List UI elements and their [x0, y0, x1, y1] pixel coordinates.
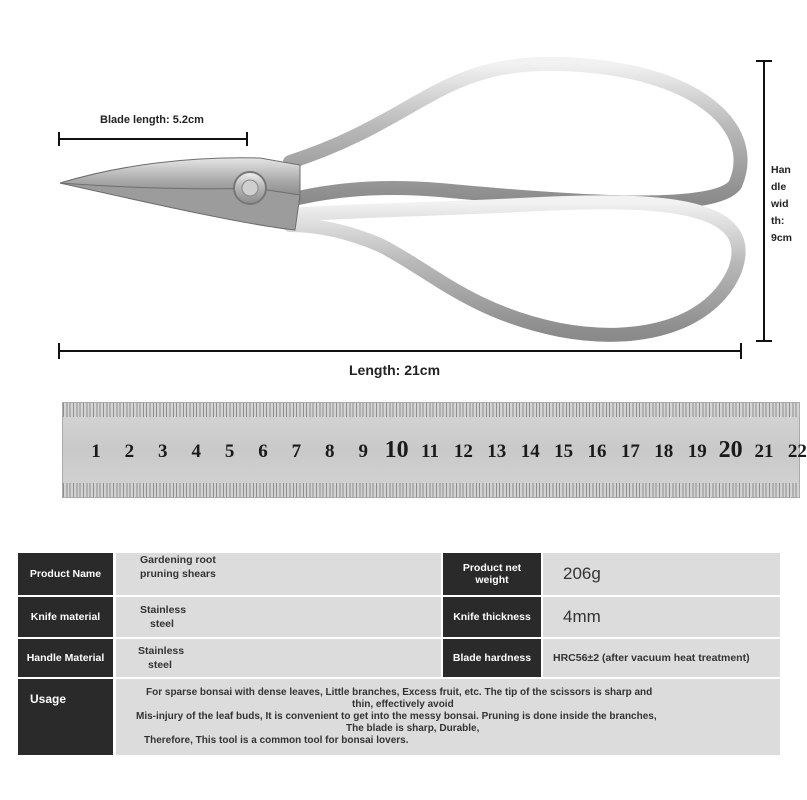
net-weight-value: 206g — [543, 553, 780, 595]
knife-material-label: Knife material — [18, 597, 113, 637]
handle-width-cap-bottom — [756, 340, 772, 342]
product-name-label: Product Name — [18, 553, 113, 595]
handle-width-line-4: th: — [771, 215, 785, 227]
blade-hardness-value: HRC56±2 (after vacuum heat treatment) — [543, 639, 780, 677]
length-cap-left — [58, 343, 60, 359]
ruler-number-2: 2 — [124, 441, 135, 462]
knife-thickness-value: 4mm — [543, 597, 780, 637]
handle-width-label — [771, 162, 792, 247]
handle-width-line-5: 9cm — [771, 232, 793, 244]
usage-label: Usage — [18, 679, 113, 755]
handle-material-value-line-2: steel — [148, 659, 172, 671]
knife-thickness-label: Knife thickness — [443, 597, 541, 637]
length-cap-right — [740, 343, 742, 359]
length-label: Length: 21cm — [349, 362, 441, 378]
ruler-number-11: 11 — [421, 441, 439, 462]
ruler-number-3: 3 — [158, 441, 168, 462]
handle-width-line-2: dle — [771, 181, 787, 193]
ruler — [62, 402, 807, 498]
product-name-value — [116, 553, 441, 595]
handle-width-line — [763, 60, 765, 342]
ruler-number-13: 13 — [487, 441, 507, 462]
ruler-number-12: 12 — [453, 441, 473, 462]
handle-width-line-1: Han — [771, 164, 791, 176]
ruler-number-22: 22 — [787, 441, 807, 462]
product-name-value-line-2: pruning shears — [140, 568, 216, 580]
ruler-number-14: 14 — [520, 441, 540, 462]
usage-value — [116, 679, 780, 755]
usage-line-3: Mis-injury of the leaf buds, It is convenient to get into the messy bonsai. Pruning is done inside the branches, — [136, 711, 657, 722]
usage-line-5: Therefore, This tool is a common tool for bonsai lovers. — [144, 735, 409, 746]
usage-line-1: For sparse bonsai with dense leaves, Little branches, Excess fruit, etc. The tip of the scissors is sharp and — [146, 687, 653, 698]
ruler-number-20: 20 — [718, 437, 743, 463]
ruler-number-4: 4 — [191, 441, 201, 462]
blade-length-label: Blade length: 5.2cm — [100, 114, 204, 126]
ruler-ticks-bottom — [63, 483, 799, 497]
handle-material-value — [116, 639, 441, 677]
knife-material-value-line-2: steel — [150, 618, 174, 630]
net-weight-label: Product net weight — [443, 553, 541, 595]
pruning-shears-image — [0, 0, 800, 400]
usage-line-2: thin, effectively avoid — [352, 699, 454, 710]
ruler-number-21: 21 — [754, 441, 774, 462]
ruler-ticks-top — [63, 403, 799, 417]
ruler-number-17: 17 — [620, 441, 640, 462]
ruler-number-7: 7 — [291, 441, 302, 462]
product-name-value-line-1: Gardening root — [140, 554, 216, 566]
ruler-number-8: 8 — [325, 441, 335, 462]
ruler-number-15: 15 — [554, 441, 574, 462]
ruler-number-10: 10 — [384, 437, 409, 463]
ruler-number-1: 1 — [91, 441, 101, 462]
usage-line-4: The blade is sharp, Durable, — [346, 723, 480, 734]
length-line — [58, 350, 742, 352]
handle-width-line-3: wid — [771, 198, 789, 210]
knife-material-value — [116, 597, 441, 637]
ruler-number-18: 18 — [654, 441, 674, 462]
knife-material-value-line-1: Stainless — [140, 604, 187, 616]
handle-width-cap-top — [756, 60, 772, 62]
ruler-number-16: 16 — [587, 441, 607, 462]
handle-material-value-line-1: Stainless — [138, 645, 185, 657]
ruler-number-6: 6 — [258, 441, 268, 462]
ruler-number-5: 5 — [224, 441, 235, 462]
ruler-number-19: 19 — [687, 441, 707, 462]
blade-hardness-label: Blade hardness — [443, 639, 541, 677]
handle-material-label: Handle Material — [18, 639, 113, 677]
ruler-number-9: 9 — [358, 441, 368, 462]
